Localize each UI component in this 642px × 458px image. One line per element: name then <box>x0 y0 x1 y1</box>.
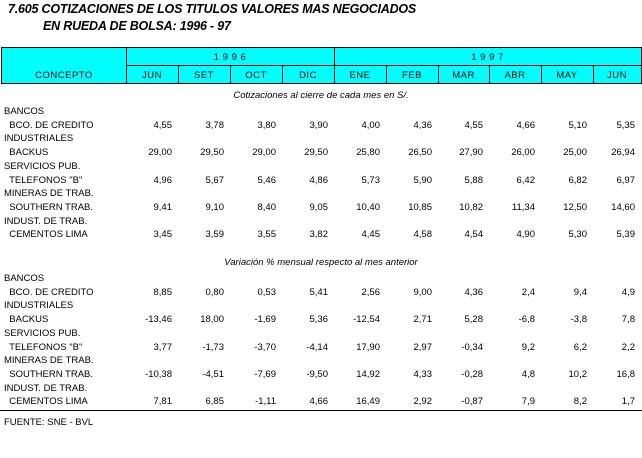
table-cell: 2,97 <box>413 341 432 353</box>
header-month: JUN <box>142 70 162 81</box>
row-label: MINERAS DE TRAB. <box>4 188 94 200</box>
table-cell: 3,80 <box>257 119 276 131</box>
table-cell: 26,94 <box>611 147 635 159</box>
table-cell: 5,39 <box>616 229 635 241</box>
header-month: ENE <box>349 70 371 81</box>
table-cell: 0,53 <box>257 286 276 298</box>
table-cell: 4,45 <box>361 229 380 241</box>
table-cell: -0,28 <box>461 368 483 380</box>
table-header <box>1 47 642 84</box>
header-month: ABR <box>504 70 526 81</box>
table-title: 7.605 COTIZACIONES DE LOS TITULOS VALORES MAS NEGOCIADOS <box>8 2 417 16</box>
row-label: BACKUS <box>4 147 49 159</box>
table-cell: 29,00 <box>148 147 172 159</box>
table-row <box>0 228 642 241</box>
row-label: CEMENTOS LIMA <box>4 229 88 241</box>
table-cell: -10,38 <box>145 368 172 380</box>
table-subtitle: EN RUEDA DE BOLSA: 1996 - 97 <box>43 19 231 33</box>
column-divider <box>334 48 335 83</box>
row-label: INDUST. DE TRAB. <box>4 382 88 394</box>
table-cell: 11,34 <box>511 201 535 213</box>
table-cell: 9,4 <box>573 286 587 298</box>
table-cell: 7,9 <box>521 396 535 408</box>
table-cell: 4,96 <box>153 174 172 186</box>
table-cell: 4,00 <box>361 119 380 131</box>
column-divider <box>230 65 231 83</box>
row-label: SOUTHERN TRAB. <box>4 368 94 380</box>
table-row <box>0 368 642 381</box>
table-cell: 5,46 <box>257 174 276 186</box>
table-cell: 18,00 <box>200 314 224 326</box>
row-label: CEMENTOS LIMA <box>4 396 88 408</box>
table-cell: 12,50 <box>563 201 587 213</box>
table-cell: 17,90 <box>356 341 380 353</box>
table-cell: 2,2 <box>621 341 635 353</box>
table-cell: 5,10 <box>568 119 587 131</box>
table-cell: 29,00 <box>252 147 276 159</box>
row-label: TELEFONOS "B" <box>4 174 83 186</box>
table-cell: 14,92 <box>356 368 380 380</box>
section-subtitle: Cotizaciones al cierre de cada mes en S/. <box>233 90 409 101</box>
table-cell: -3,8 <box>570 314 587 326</box>
table-cell: 3,82 <box>309 229 328 241</box>
table-cell: 26,00 <box>511 147 535 159</box>
table-cell: 4,9 <box>621 286 635 298</box>
table-cell: 4,55 <box>153 119 172 131</box>
table-cell: 29,50 <box>304 147 328 159</box>
header-month: FEB <box>402 70 422 81</box>
table-cell: 25,80 <box>356 147 380 159</box>
table-cell: 0,80 <box>205 286 224 298</box>
category-row <box>0 354 642 367</box>
table-cell: 10,40 <box>356 201 380 213</box>
table-cell: 8,85 <box>153 286 172 298</box>
row-label: BANCOS <box>4 106 45 117</box>
table-cell: -7,69 <box>254 368 276 380</box>
table-cell: -4,14 <box>306 341 328 353</box>
table-cell: 8,2 <box>573 396 587 408</box>
table-cell: 6,2 <box>573 341 587 353</box>
category-row <box>0 327 642 340</box>
header-month: DIC <box>299 70 317 81</box>
table-cell: 5,28 <box>464 314 483 326</box>
table-cell: 4,66 <box>309 396 328 408</box>
table-cell: 2,92 <box>413 396 432 408</box>
table-cell: 9,10 <box>205 201 224 213</box>
section-subtitle: Variación % mensual respecto al mes anterior <box>224 257 418 268</box>
table-cell: 14,60 <box>611 201 635 213</box>
category-row <box>0 382 642 395</box>
table-cell: 9,05 <box>309 201 328 213</box>
table-cell: 5,30 <box>568 229 587 241</box>
table-cell: 6,97 <box>616 174 635 186</box>
row-label: INDUST. DE TRAB. <box>4 215 88 227</box>
row-label: BCO. DE CREDITO <box>4 286 94 298</box>
table-cell: 25,00 <box>563 147 587 159</box>
column-divider <box>541 65 542 83</box>
column-divider <box>593 65 594 83</box>
table-cell: 3,45 <box>153 229 172 241</box>
table-cell: 5,73 <box>361 174 380 186</box>
table-cell: -12,54 <box>353 314 380 326</box>
table-cell: 2,71 <box>413 314 432 326</box>
header-year-1997: 1 9 9 7 <box>471 52 504 63</box>
row-label: BCO. DE CREDITO <box>4 119 94 131</box>
category-row <box>0 160 642 173</box>
table-row <box>0 201 642 214</box>
category-row <box>0 187 642 200</box>
table-cell: 4,86 <box>309 174 328 186</box>
table-cell: 4,54 <box>464 229 483 241</box>
table-cell: -1,11 <box>255 396 276 408</box>
row-label: MINERAS DE TRAB. <box>4 355 94 367</box>
table-cell: -9,50 <box>306 368 328 380</box>
table-row <box>0 341 642 354</box>
table-bottom-rule <box>0 410 642 411</box>
table-cell: 4,36 <box>413 119 432 131</box>
table-cell: 10,85 <box>408 201 432 213</box>
row-label: INDUSTRIALES <box>4 300 74 312</box>
table-cell: 6,42 <box>516 174 535 186</box>
table-cell: 2,4 <box>521 286 535 298</box>
table-cell: 3,55 <box>257 229 276 241</box>
table-cell: 4,66 <box>516 119 535 131</box>
table-cell: 10,2 <box>568 368 587 380</box>
source-note: FUENTE: SNE - BVL <box>4 417 94 428</box>
table-cell: 5,88 <box>464 174 483 186</box>
row-label: SERVICIOS PUB. <box>4 327 81 339</box>
table-cell: 16,49 <box>356 396 380 408</box>
table-cell: -3,70 <box>254 341 276 353</box>
column-divider <box>126 48 127 83</box>
row-label: BACKUS <box>4 314 49 326</box>
table-cell: 4,55 <box>464 119 483 131</box>
header-concepto: CONCEPTO <box>35 70 93 81</box>
row-label: TELEFONOS "B" <box>4 341 83 353</box>
table-cell: -0,87 <box>461 396 483 408</box>
header-month: JUN <box>607 70 627 81</box>
table-cell: 3,59 <box>205 229 224 241</box>
table-cell: -4,51 <box>202 368 224 380</box>
table-cell: 26,50 <box>408 147 432 159</box>
table-cell: 4,8 <box>521 368 535 380</box>
table-cell: 4,90 <box>516 229 535 241</box>
header-month: OCT <box>245 70 267 81</box>
table-cell: 6,85 <box>205 396 224 408</box>
table-cell: 7,81 <box>153 396 172 408</box>
table-cell: -13,46 <box>145 314 172 326</box>
table-cell: -1,69 <box>254 314 276 326</box>
table-cell: 5,90 <box>413 174 432 186</box>
table-cell: -6,8 <box>518 314 535 326</box>
table-cell: 9,41 <box>153 201 172 213</box>
column-divider <box>282 65 283 83</box>
table-row <box>0 174 642 187</box>
header-month: SET <box>194 70 214 81</box>
table-cell: 5,41 <box>309 286 328 298</box>
table-row <box>0 286 642 299</box>
table-cell: 6,82 <box>568 174 587 186</box>
table-cell: -1,73 <box>202 341 224 353</box>
category-row <box>0 105 642 118</box>
column-divider <box>386 65 387 83</box>
table-cell: 4,58 <box>413 229 432 241</box>
table-row <box>0 395 642 408</box>
header-divider <box>126 65 641 66</box>
header-month: MAY <box>556 70 578 81</box>
table-cell: -0,34 <box>461 341 483 353</box>
table-cell: 9,2 <box>521 341 535 353</box>
table-cell: 1,7 <box>621 396 635 408</box>
table-cell: 3,77 <box>153 341 172 353</box>
table-cell: 29,50 <box>200 147 224 159</box>
header-month: MAR <box>452 70 475 81</box>
header-year-1996: 1 9 9 6 <box>213 52 247 63</box>
row-label: BANCOS <box>4 273 45 284</box>
table-cell: 7,8 <box>621 314 635 326</box>
table-cell: 27,90 <box>459 147 483 159</box>
table-row <box>0 119 642 132</box>
category-row <box>0 215 642 228</box>
table-cell: 5,67 <box>205 174 224 186</box>
table-cell: 8,40 <box>257 201 276 213</box>
table-cell: 2,56 <box>361 286 380 298</box>
row-label: SERVICIOS PUB. <box>4 160 81 172</box>
row-label: SOUTHERN TRAB. <box>4 201 94 213</box>
table-cell: 5,35 <box>616 119 635 131</box>
table-cell: 3,90 <box>309 119 328 131</box>
table-cell: 4,33 <box>413 368 432 380</box>
row-label: INDUSTRIALES <box>4 133 74 145</box>
table-row <box>0 313 642 326</box>
table-cell: 9,00 <box>413 286 432 298</box>
table-cell: 10,82 <box>459 201 483 213</box>
category-row <box>0 299 642 312</box>
category-row <box>0 132 642 145</box>
table-cell: 16,8 <box>616 368 635 380</box>
category-row <box>0 272 642 285</box>
column-divider <box>489 65 490 83</box>
table-cell: 3,78 <box>205 119 224 131</box>
table-cell: 5,36 <box>309 314 328 326</box>
column-divider <box>438 65 439 83</box>
table-row <box>0 146 642 159</box>
column-divider <box>178 65 179 83</box>
table-cell: 4,36 <box>464 286 483 298</box>
